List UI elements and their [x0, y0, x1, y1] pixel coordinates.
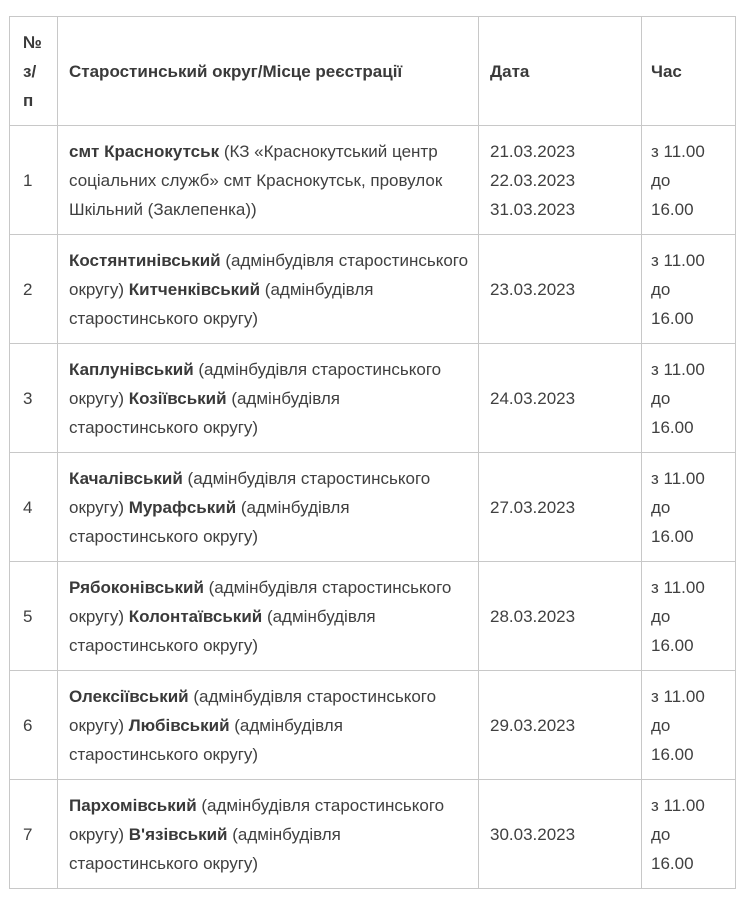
place-address: (адмінбудівля старостинського округу): [69, 279, 374, 328]
place-address: (адмінбудівля старостинського округу): [69, 388, 340, 437]
time-from: з 11.00: [651, 795, 705, 815]
time-from: з 11.00: [651, 686, 705, 706]
table-body: [10, 126, 736, 889]
place-address: (адмінбудівля старостинського округу): [69, 824, 341, 873]
row-place: [58, 126, 479, 235]
table-header: [10, 17, 736, 126]
row-number: 7: [10, 780, 58, 889]
place-name-primary: Костянтинівський: [69, 250, 221, 270]
place-name-secondary: Мурафський: [128, 497, 237, 517]
place-name-secondary: В'язівський: [128, 824, 228, 844]
row-date: [479, 671, 642, 780]
date-value: 24.03.2023: [490, 388, 576, 408]
place-address: (адмінбудівля старостинського округу): [69, 497, 350, 546]
table-row: [10, 235, 736, 344]
row-number: 4: [10, 453, 58, 562]
row-date: [479, 562, 642, 671]
row-number: 6: [10, 671, 58, 780]
time-from: з 11.00: [651, 250, 705, 270]
header-number-line: №: [23, 32, 42, 52]
table-row: [10, 453, 736, 562]
time-to-label: до: [651, 279, 671, 299]
time-to-label: до: [651, 824, 671, 844]
place-name-primary: Пархомівський: [69, 795, 197, 815]
time-to: 16.00: [651, 744, 694, 764]
row-place: [58, 235, 479, 344]
time-from: з 11.00: [651, 468, 705, 488]
place-name-secondary: Колонтаївський: [128, 606, 263, 626]
row-place: [58, 562, 479, 671]
table-row: [10, 562, 736, 671]
table-row: [10, 126, 736, 235]
date-value: 23.03.2023: [490, 279, 576, 299]
place-address: (КЗ «Краснокутський центр соціальних служб» смт Краснокутськ, провулок Шкільний (Заклепенка)): [69, 141, 443, 219]
time-to: 16.00: [651, 417, 694, 437]
time-from: з 11.00: [651, 141, 705, 161]
place-address: (адмінбудівля старостинського округу): [69, 250, 469, 299]
place-address: (адмінбудівля старостинського округу): [69, 715, 343, 764]
row-time: [642, 235, 736, 344]
date-value: 27.03.2023: [490, 497, 576, 517]
header-place: Старостинський округ/Місце реєстрації: [58, 17, 479, 126]
time-from: з 11.00: [651, 359, 705, 379]
time-to-label: до: [651, 170, 671, 190]
registration-schedule-table: [9, 16, 736, 889]
row-time: [642, 126, 736, 235]
date-value: 29.03.2023: [490, 715, 576, 735]
place-address: (адмінбудівля старостинського округу): [69, 577, 452, 626]
row-number: 2: [10, 235, 58, 344]
time-from: з 11.00: [651, 577, 705, 597]
time-to-label: до: [651, 715, 671, 735]
date-value: 21.03.2023: [490, 141, 576, 161]
row-time: [642, 344, 736, 453]
row-number: 5: [10, 562, 58, 671]
row-place: [58, 344, 479, 453]
time-to-label: до: [651, 606, 671, 626]
time-to-label: до: [651, 388, 671, 408]
date-value: 28.03.2023: [490, 606, 576, 626]
row-date: [479, 235, 642, 344]
time-to-label: до: [651, 497, 671, 517]
row-time: [642, 453, 736, 562]
row-number: 1: [10, 126, 58, 235]
place-name-secondary: Китченківський: [128, 279, 261, 299]
place-address: (адмінбудівля старостинського округу): [69, 468, 431, 517]
place-address: (адмінбудівля старостинського округу): [69, 795, 445, 844]
place-name-primary: Рябоконівський: [69, 577, 204, 597]
row-place: [58, 780, 479, 889]
row-time: [642, 780, 736, 889]
header-number-line: п: [23, 90, 34, 110]
time-to: 16.00: [651, 853, 694, 873]
place-name-secondary: Козіївський: [128, 388, 227, 408]
row-time: [642, 671, 736, 780]
date-value: 30.03.2023: [490, 824, 576, 844]
time-to: 16.00: [651, 199, 694, 219]
header-number-line: з/: [23, 61, 37, 81]
date-value: 22.03.2023: [490, 170, 576, 190]
place-name-primary: смт Краснокутськ: [69, 141, 220, 161]
row-date: [479, 344, 642, 453]
row-time: [642, 562, 736, 671]
place-name-primary: Олексіївський: [69, 686, 189, 706]
place-address: (адмінбудівля старостинського округу): [69, 606, 376, 655]
place-name-secondary: Любівський: [128, 715, 230, 735]
date-value: 31.03.2023: [490, 199, 576, 219]
table-row: [10, 780, 736, 889]
header-time: Час: [642, 17, 736, 126]
time-to: 16.00: [651, 635, 694, 655]
row-place: [58, 671, 479, 780]
header-date: Дата: [479, 17, 642, 126]
row-date: [479, 126, 642, 235]
header-row: [10, 17, 736, 126]
table-row: [10, 344, 736, 453]
row-date: [479, 780, 642, 889]
row-date: [479, 453, 642, 562]
place-address: (адмінбудівля старостинського округу): [69, 686, 437, 735]
row-number: 3: [10, 344, 58, 453]
place-address: (адмінбудівля старостинського округу): [69, 359, 442, 408]
place-name-primary: Качалівський: [69, 468, 183, 488]
time-to: 16.00: [651, 308, 694, 328]
row-place: [58, 453, 479, 562]
time-to: 16.00: [651, 526, 694, 546]
table-row: [10, 671, 736, 780]
place-name-primary: Каплунівський: [69, 359, 194, 379]
header-number: [10, 17, 58, 126]
